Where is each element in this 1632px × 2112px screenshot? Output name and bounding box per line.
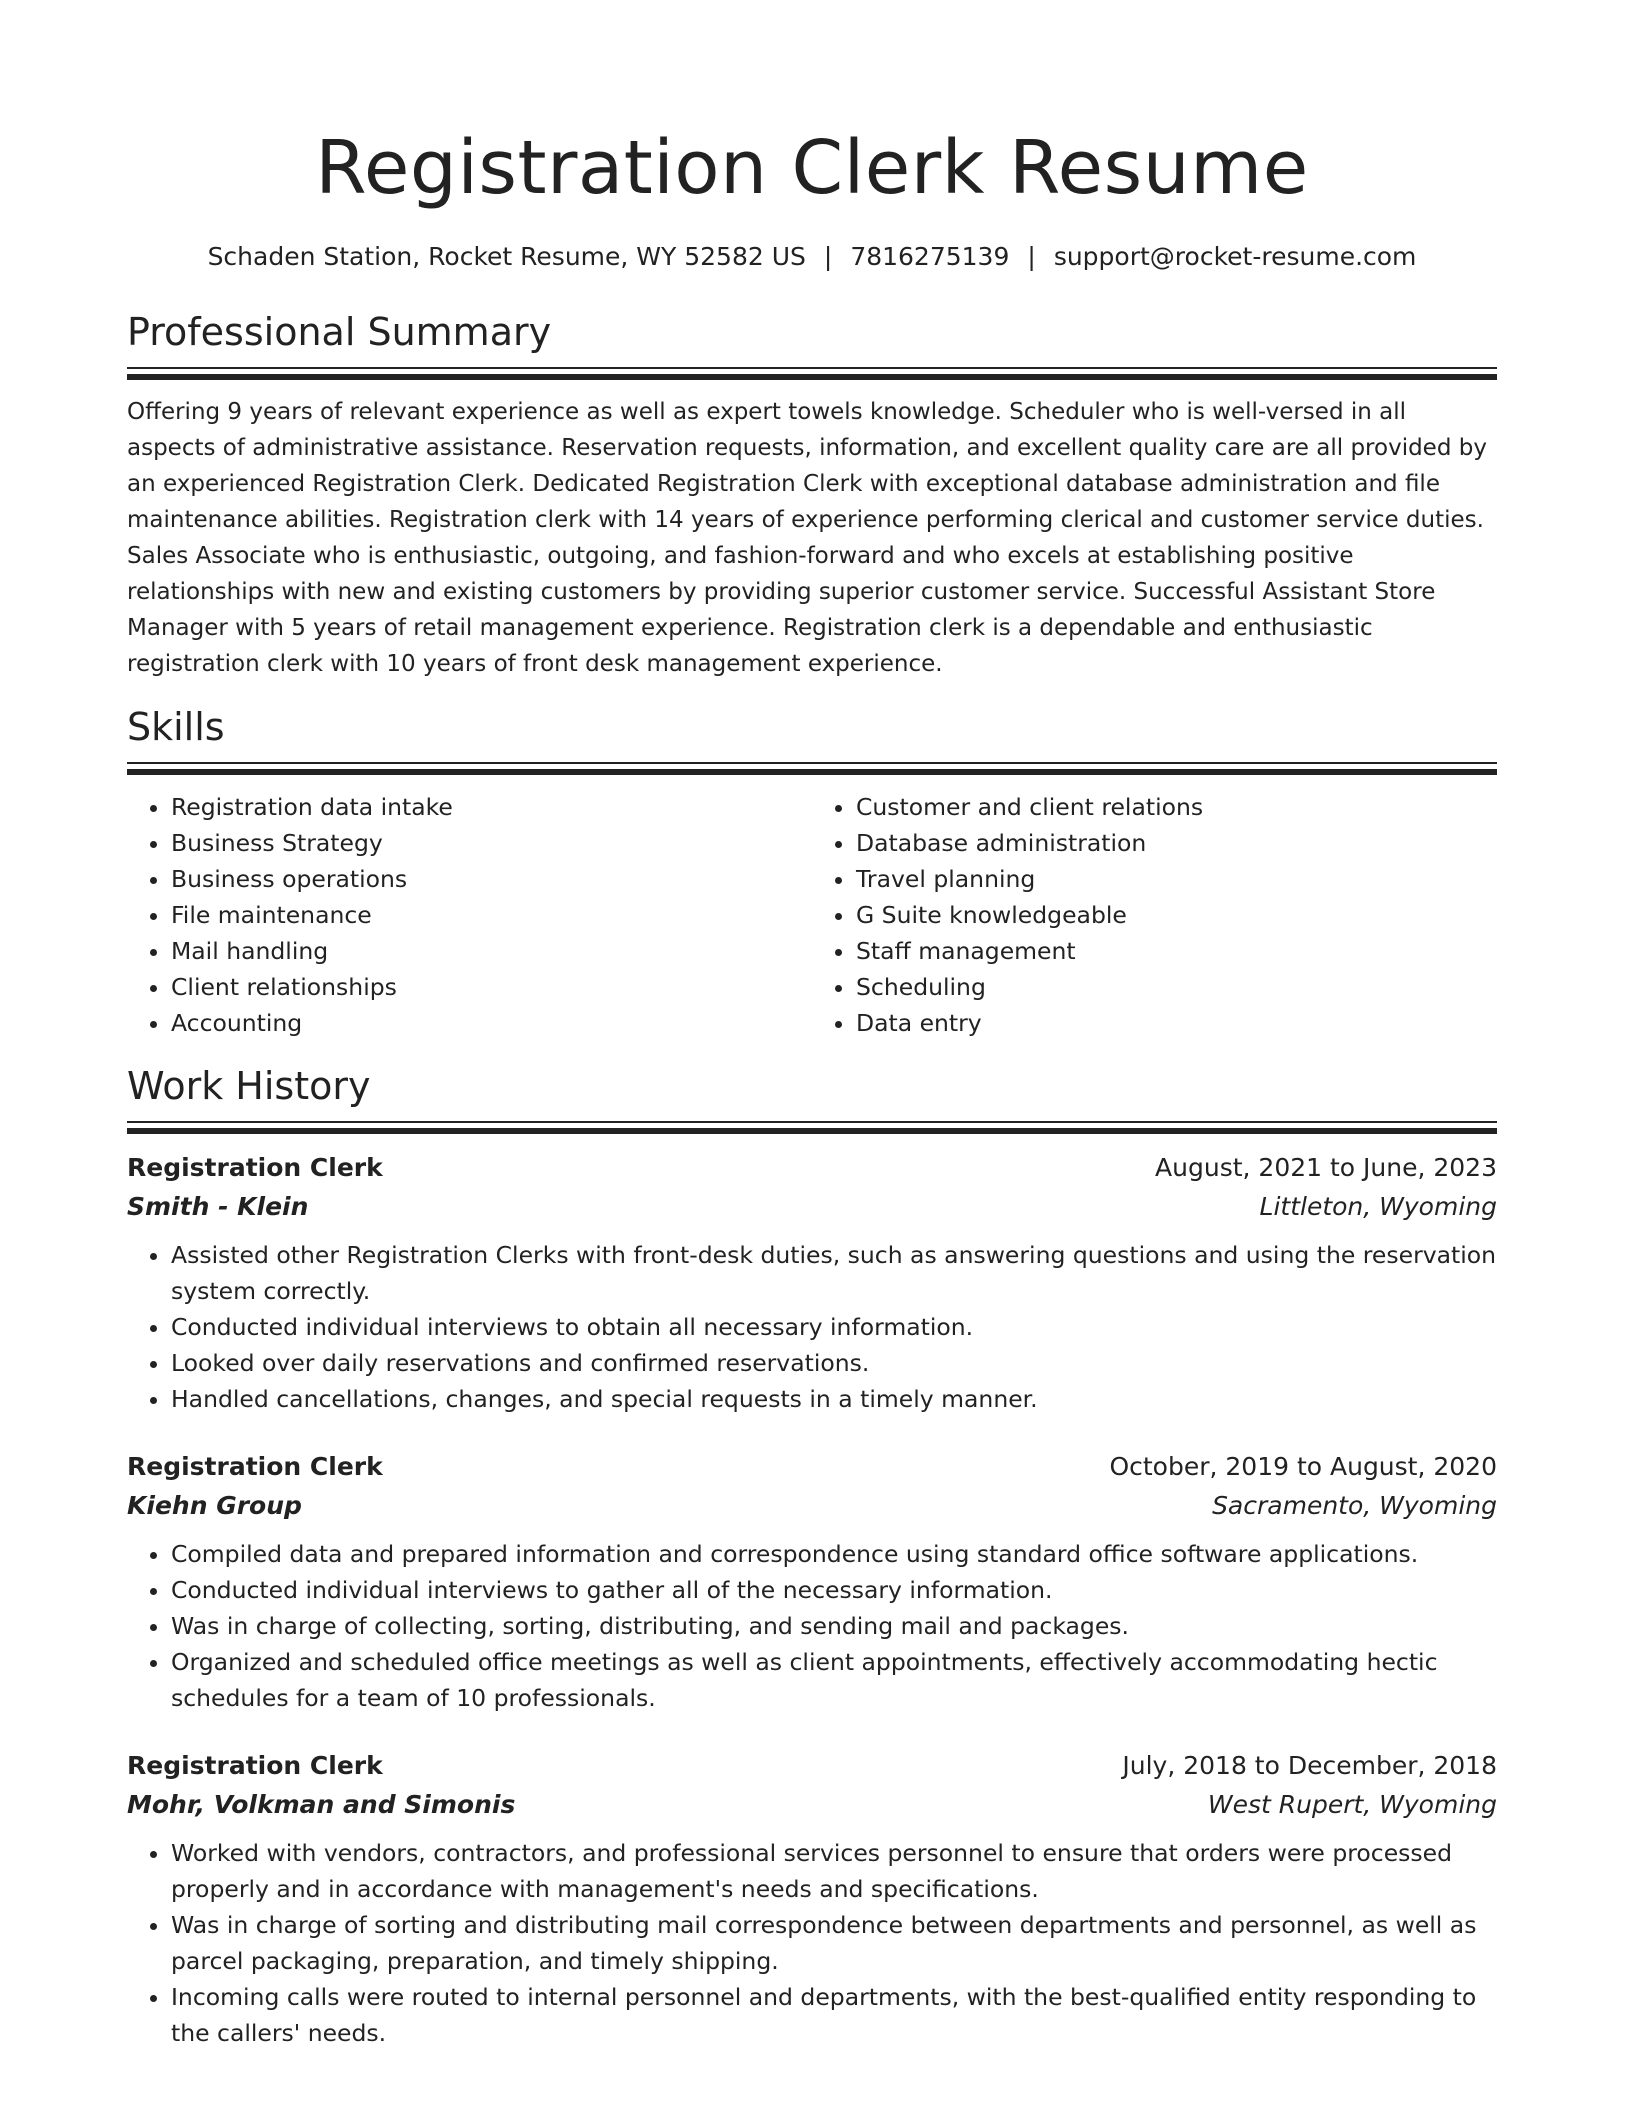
job-bullet: • Compiled data and prepared information and correspondence using standard office software applications. [171,1536,1497,1572]
job-entry [127,1150,1497,1417]
skills-section [127,704,1497,1041]
job-subheader-row [127,1189,1497,1225]
contact-line [127,240,1497,274]
job-header-row [127,1449,1497,1485]
job-header-row [127,1150,1497,1186]
job-subheader-row [127,1787,1497,1823]
job-header-row [127,1748,1497,1784]
job-title: Registration Clerk [127,1452,383,1481]
skill-item: • Customer and client relations [856,789,1497,825]
skill-item: • Travel planning [856,861,1497,897]
job-bullet: • Handled cancellations, changes, and special requests in a timely manner. [171,1381,1497,1417]
job-location: Littleton, Wyoming [1259,1192,1497,1221]
job-company: Kiehn Group [127,1491,302,1520]
job-bullets [127,1835,1497,2051]
job-bullets [127,1536,1497,1716]
section-title-skills: Skills [127,705,225,749]
job-location: Sacramento, Wyoming [1212,1491,1497,1520]
skill-item: • Data entry [856,1005,1497,1041]
section-title-summary: Professional Summary [127,310,552,354]
skill-item: • Mail handling [171,933,812,969]
skill-item: • File maintenance [171,897,812,933]
job-bullet: • Incoming calls were routed to internal personnel and departments, with the best-qualified entity responding to the callers' needs. [171,1979,1497,2051]
skills-list-right [812,789,1497,1041]
section-divider [127,1121,1497,1134]
job-dates: July, 2018 to December, 2018 [1122,1751,1497,1780]
contact-address: Schaden Station, Rocket Resume, WY 52582 US [207,242,806,271]
job-bullet: • Conducted individual interviews to gather all of the necessary information. [171,1572,1497,1608]
skill-item: • Registration data intake [171,789,812,825]
job-bullet: • Looked over daily reservations and confirmed reservations. [171,1345,1497,1381]
contact-phone: 7816275139 [850,242,1010,271]
resume-name: Registration Clerk Resume [315,125,1309,211]
skill-item: • Accounting [171,1005,812,1041]
skill-item: • G Suite knowledgeable [856,897,1497,933]
job-title: Registration Clerk [127,1153,383,1182]
skill-item: • Client relationships [171,969,812,1005]
job-company: Smith - Klein [127,1192,309,1221]
job-bullet: • Was in charge of sorting and distributing mail correspondence between departments and personnel, as well as parcel packaging, preparation, and timely shipping. [171,1907,1497,1979]
skills-list-left [127,789,812,1041]
section-divider [127,762,1497,775]
job-dates: October, 2019 to August, 2020 [1109,1452,1497,1481]
contact-separator: | [823,242,833,271]
work-history-section [127,1063,1497,2051]
job-dates: August, 2021 to June, 2023 [1155,1153,1497,1182]
skills-columns [127,789,1497,1041]
job-company: Mohr, Volkman and Simonis [127,1790,516,1819]
skill-item: • Business operations [171,861,812,897]
summary-text: Offering 9 years of relevant experience as well as expert towels knowledge. Scheduler who is well-versed in all aspects of administrative assistance. Reservation requests, information, and excellent quality care are all provided by an experienced Registration Clerk. Dedicated Registration Clerk with exceptional database administration and file maintenance abilities. Registration clerk with 14 years of experience performing clerical and customer service duties. Sales Associate who is enthusiastic, outgoing, and fashion-forward and who excels at establishing positive relationships with new and existing customers by providing superior customer service. Successful Assistant Store Manager with 5 years of retail management experience. Registration clerk is a dependable and enthusiastic registration clerk with 10 years of front desk management experience. [127,399,1487,677]
job-entry [127,1449,1497,1716]
skill-item: • Business Strategy [171,825,812,861]
job-bullets [127,1237,1497,1417]
job-bullet: • Conducted individual interviews to obtain all necessary information. [171,1309,1497,1345]
skill-item: • Scheduling [856,969,1497,1005]
job-bullet: • Assisted other Registration Clerks with front-desk duties, such as answering questions and using the reservation system correctly. [171,1237,1497,1309]
contact-separator: | [1027,242,1036,271]
job-bullet: • Worked with vendors, contractors, and professional services personnel to ensure that orders were processed properly and in accordance with management's needs and specifications. [171,1835,1497,1907]
job-location: West Rupert, Wyoming [1207,1790,1497,1819]
resume-page [127,0,1497,2051]
section-title-work-history: Work History [127,1064,371,1108]
skill-item: • Staff management [856,933,1497,969]
job-title: Registration Clerk [127,1751,383,1780]
job-entry [127,1748,1497,2051]
job-bullet: • Organized and scheduled office meetings as well as client appointments, effectively accommodating hectic schedules for a team of 10 professionals. [171,1644,1497,1716]
section-divider [127,367,1497,380]
job-subheader-row [127,1488,1497,1524]
skill-item: • Database administration [856,825,1497,861]
summary-section [127,309,1497,682]
contact-email: support@rocket-resume.com [1053,242,1417,271]
job-bullet: • Was in charge of collecting, sorting, distributing, and sending mail and packages. [171,1608,1497,1644]
